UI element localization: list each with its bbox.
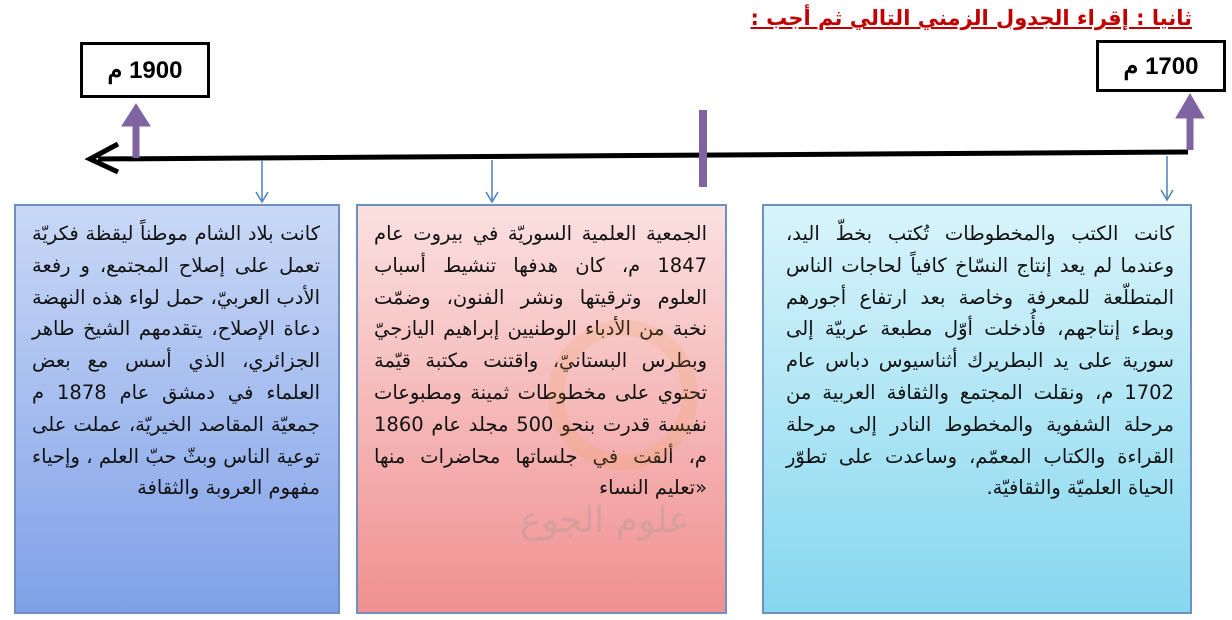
year-1700-box: 1700 م [1096,40,1226,92]
marker-1900 [122,104,150,158]
timeline-arrow-line [98,152,1188,159]
event-card-1847: الجمعية العلمية السوريّة في بيروت عام 1847 م، كان هدفها تنشيط أسباب العلوم وترقيتها ونشر الفنون، وضمّت نخبة من الأدباء الوطنيين إبراهيم اليازجيّ وبطرس البستانيّ، واقتنت مكتبة قيّمة تحتوي على مخطوطات ثمينة ومطبوعات نفيسة قدرت بنحو 500 مجلد عام 1860 م، ألقت في جلساتها محاضرات منها «تعليم النساء [356,204,727,614]
event-card-1702: كانت الكتب والمخطوطات تُكتب بخطّ اليد، وعندما لم يعد إنتاج النسّاخ كافياً لحاجات الناس المتطلّعة للمعرفة وخاصة بعد ارتفاع أجورهم وبطء إنتاجهم، فأُدخلت أوّل مطبعة عربيّة إلى سورية على يد البطريرك أثناسيوس دباس عام 1702 م، ونقلت المجتمع والثقافة العربية من مرحلة الشفوية والمخطوط النادر إلى مرحلة القراءة والكتاب المعمّم، وساعدت على تطوّر الحياة العلميّة والثقافيّة. [762,204,1192,614]
year-1900-box: 1900 م [80,42,210,98]
marker-1700 [1176,94,1204,150]
event-card-1878: كانت بلاد الشام موطناً ليقظة فكريّة تعمل على إصلاح المجتمع، و رفعة الأدب العربيّ، حمل لواء هذه النهضة دعاة الإصلاح، يتقدمهم الشيخ طاهر الجزائري، الذي أسس مع بعض العلماء في دمشق عام 1878 م جمعيّة المقاصد الخيريّة، عملت على توعية الناس وبثّ حبّ العلم ، وإحياء مفهوم العروبة والثقافة [14,204,340,614]
watermark-text: علوم الجوع [520,500,691,541]
connector-left [256,160,268,202]
section-heading: ثانيا : إقراء الجدول الزمني التالي ثم أجب : [750,6,1192,30]
connector-right [1161,156,1173,200]
connector-middle [486,160,498,202]
